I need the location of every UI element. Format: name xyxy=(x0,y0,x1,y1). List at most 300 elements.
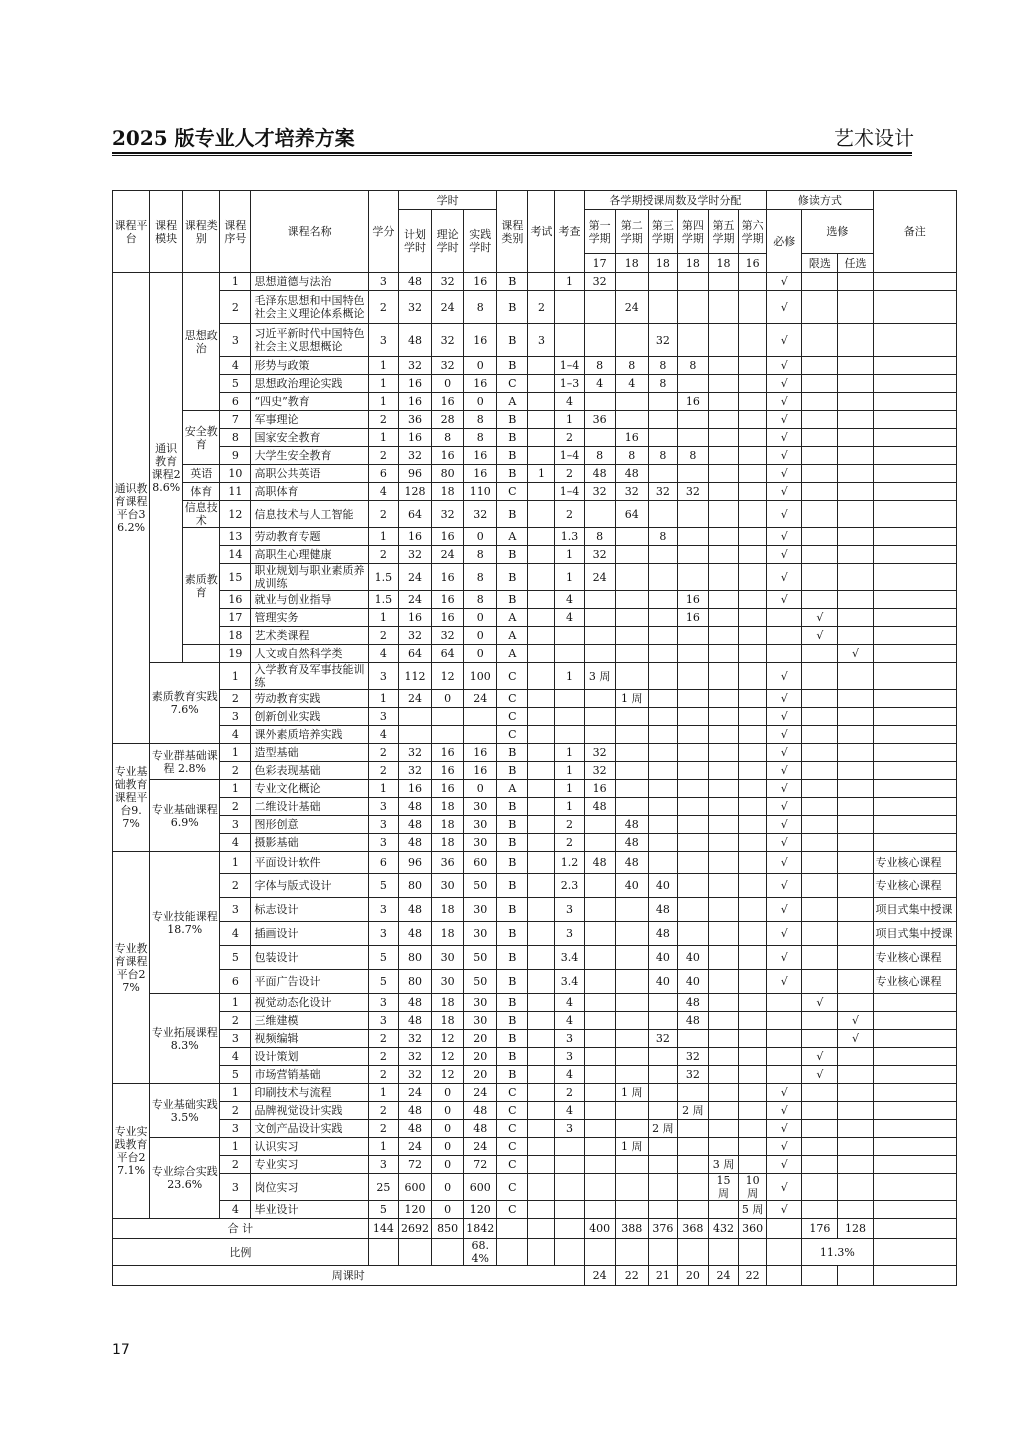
cell-lim xyxy=(802,798,838,816)
cell-theory: 18 xyxy=(432,483,464,501)
weekly-s6: 22 xyxy=(739,1266,767,1286)
cell-theory: 12 xyxy=(432,663,464,690)
cell-credit: 1 xyxy=(368,375,398,393)
cell-exam xyxy=(528,922,555,946)
cell-s6 xyxy=(739,922,767,946)
cell-s4: 8 xyxy=(677,447,708,465)
cell-req: √ xyxy=(767,546,802,564)
table-row xyxy=(113,762,957,780)
cell-type: B xyxy=(497,922,528,946)
cell-opt xyxy=(838,708,873,726)
cell-seq: 6 xyxy=(220,393,251,411)
cell-s5 xyxy=(708,834,738,852)
cell-s5 xyxy=(708,411,738,429)
cell-s3 xyxy=(648,1156,677,1174)
cell-s6 xyxy=(739,874,767,898)
cell-type: C xyxy=(497,1156,528,1174)
cell-exam xyxy=(528,546,555,564)
cell-check xyxy=(555,1174,584,1201)
ratio-practice: 68.4% xyxy=(464,1239,497,1266)
cell-req: √ xyxy=(767,291,802,324)
cell-planned: 32 xyxy=(398,357,431,375)
cell-lim xyxy=(802,922,838,946)
cell-s2: 8 xyxy=(615,357,648,375)
cell-seq: 19 xyxy=(220,645,251,663)
cell-planned: 16 xyxy=(398,375,431,393)
cell-planned: 32 xyxy=(398,1048,431,1066)
cell-s6 xyxy=(739,994,767,1012)
table-row xyxy=(113,501,957,528)
cell-s3: 8 xyxy=(648,357,677,375)
cell-opt xyxy=(838,1201,873,1219)
group-module-major-base: 专业基础课程 6.9% xyxy=(150,780,220,852)
weekly-s2: 22 xyxy=(615,1266,648,1286)
cell-note xyxy=(873,994,956,1012)
cell-s5 xyxy=(708,393,738,411)
cell-exam xyxy=(528,609,555,627)
cell-s2 xyxy=(615,1120,648,1138)
cell-type: B xyxy=(497,411,528,429)
cell-s4 xyxy=(677,852,708,874)
cell-exam xyxy=(528,501,555,528)
header-semester-3: 第三学期 xyxy=(648,210,677,254)
cell-s6 xyxy=(739,816,767,834)
cell-s3 xyxy=(648,1201,677,1219)
cell-name: 专业文化概论 xyxy=(251,780,368,798)
cell-planned: 48 xyxy=(398,816,431,834)
cell-lim xyxy=(802,1120,838,1138)
cell-practice: 30 xyxy=(464,798,497,816)
cell-credit: 2 xyxy=(368,1102,398,1120)
cell-note xyxy=(873,834,956,852)
total-s3: 376 xyxy=(648,1219,677,1239)
cell-opt xyxy=(838,946,873,970)
cell-s5 xyxy=(708,1030,738,1048)
cell-practice: 110 xyxy=(464,483,497,501)
cell-s6 xyxy=(739,762,767,780)
cell-seq: 3 xyxy=(220,1120,251,1138)
table-row xyxy=(113,273,957,291)
cell-exam xyxy=(528,1066,555,1084)
cell-theory: 18 xyxy=(432,898,464,922)
cell-s2 xyxy=(615,393,648,411)
table-row xyxy=(113,852,957,874)
cell-s1 xyxy=(584,393,615,411)
cell-exam xyxy=(528,1030,555,1048)
cell-type: B xyxy=(497,465,528,483)
cell-opt xyxy=(838,970,873,994)
table-row xyxy=(113,708,957,726)
header-seq: 课程序号 xyxy=(220,191,251,273)
cell-s2: 64 xyxy=(615,501,648,528)
cell-seq: 2 xyxy=(220,1156,251,1174)
cell-lim xyxy=(802,970,838,994)
cell-credit: 25 xyxy=(368,1174,398,1201)
header-exam: 考试 xyxy=(528,191,555,273)
cell-opt xyxy=(838,1138,873,1156)
cell-s2 xyxy=(615,1048,648,1066)
table-row xyxy=(113,375,957,393)
cell-s5 xyxy=(708,994,738,1012)
cell-s4 xyxy=(677,465,708,483)
cell-req: √ xyxy=(767,1201,802,1219)
cell-exam xyxy=(528,663,555,690)
cell-name: 就业与创业指导 xyxy=(251,591,368,609)
cell-s2 xyxy=(615,1201,648,1219)
cell-exam: 2 xyxy=(528,291,555,324)
cell-practice: 24 xyxy=(464,1138,497,1156)
cell-lim xyxy=(802,708,838,726)
cell-check xyxy=(555,690,584,708)
cell-req: √ xyxy=(767,393,802,411)
cell-type: A xyxy=(497,609,528,627)
table-row xyxy=(113,465,957,483)
document-header-title: 2025 版专业人才培养方案 xyxy=(112,126,355,150)
cell-s2 xyxy=(615,663,648,690)
cell-seq: 1 xyxy=(220,994,251,1012)
cell-practice: 0 xyxy=(464,780,497,798)
cell-s6 xyxy=(739,780,767,798)
ratio-label: 比例 xyxy=(113,1239,369,1266)
cell-credit: 1 xyxy=(368,528,398,546)
cell-planned: 24 xyxy=(398,591,431,609)
cell-type: A xyxy=(497,780,528,798)
cell-lim xyxy=(802,690,838,708)
cell-check: 1–4 xyxy=(555,357,584,375)
cell-type: B xyxy=(497,744,528,762)
cell-s4 xyxy=(677,501,708,528)
header-semester-4: 第四学期 xyxy=(677,210,708,254)
cell-lim xyxy=(802,447,838,465)
cell-name: 市场营销基础 xyxy=(251,1066,368,1084)
cell-note xyxy=(873,1030,956,1048)
cell-practice: 16 xyxy=(464,744,497,762)
cell-s2: 32 xyxy=(615,483,648,501)
cell-planned: 80 xyxy=(398,970,431,994)
cell-check: 3.4 xyxy=(555,970,584,994)
cell-theory: 0 xyxy=(432,1174,464,1201)
cell-note xyxy=(873,501,956,528)
cell-note xyxy=(873,375,956,393)
cell-s2 xyxy=(615,609,648,627)
header-category: 课程类别 xyxy=(183,191,220,273)
cell-name: 高职生心理健康 xyxy=(251,546,368,564)
group-module-expand: 专业拓展课程 8.3% xyxy=(150,994,220,1084)
cell-practice: 0 xyxy=(464,609,497,627)
cell-check xyxy=(555,627,584,645)
total-credit: 144 xyxy=(368,1219,398,1239)
cell-practice: 20 xyxy=(464,1066,497,1084)
cell-s5 xyxy=(708,591,738,609)
cell-note: 专业核心课程 xyxy=(873,874,956,898)
header-semester-5: 第五学期 xyxy=(708,210,738,254)
cell-name: “四史”教育 xyxy=(251,393,368,411)
cell-s1 xyxy=(584,946,615,970)
group-cat-quality: 素质教育 xyxy=(183,528,220,645)
cell-opt xyxy=(838,447,873,465)
cell-s5 xyxy=(708,375,738,393)
cell-lim xyxy=(802,816,838,834)
cell-planned: 16 xyxy=(398,609,431,627)
table-row xyxy=(113,291,957,324)
cell-s4 xyxy=(677,564,708,591)
cell-s3 xyxy=(648,1174,677,1201)
cell-req: √ xyxy=(767,564,802,591)
cell-s5 xyxy=(708,1138,738,1156)
cell-s1 xyxy=(584,645,615,663)
cell-lim xyxy=(802,946,838,970)
cell-s2: 48 xyxy=(615,834,648,852)
cell-check: 2 xyxy=(555,816,584,834)
cell-s3 xyxy=(648,816,677,834)
cell-planned: 128 xyxy=(398,483,431,501)
cell-opt xyxy=(838,528,873,546)
cell-s3 xyxy=(648,1048,677,1066)
cell-s1 xyxy=(584,922,615,946)
cell-planned: 72 xyxy=(398,1156,431,1174)
cell-opt xyxy=(838,726,873,744)
cell-s2 xyxy=(615,898,648,922)
cell-name: 军事理论 xyxy=(251,411,368,429)
cell-check: 1 xyxy=(555,546,584,564)
header-weeks-1: 17 xyxy=(584,254,615,273)
cell-s3 xyxy=(648,1138,677,1156)
cell-s4 xyxy=(677,1174,708,1201)
group-cat-it: 信息技术 xyxy=(183,501,220,528)
cell-s1 xyxy=(584,1156,615,1174)
cell-exam xyxy=(528,780,555,798)
table-row xyxy=(113,922,957,946)
cell-note xyxy=(873,465,956,483)
cell-s6 xyxy=(739,273,767,291)
cell-theory: 0 xyxy=(432,1120,464,1138)
cell-exam xyxy=(528,708,555,726)
cell-lim: √ xyxy=(802,609,838,627)
cell-type: C xyxy=(497,1201,528,1219)
cell-opt xyxy=(838,690,873,708)
cell-planned: 24 xyxy=(398,690,431,708)
cell-s3 xyxy=(648,627,677,645)
cell-lim xyxy=(802,1030,838,1048)
cell-note xyxy=(873,546,956,564)
table-row xyxy=(113,1084,957,1102)
cell-exam xyxy=(528,273,555,291)
cell-credit: 1 xyxy=(368,393,398,411)
table-row xyxy=(113,1138,957,1156)
cell-check: 4 xyxy=(555,609,584,627)
cell-s1 xyxy=(584,726,615,744)
cell-req: √ xyxy=(767,483,802,501)
cell-type: A xyxy=(497,528,528,546)
cell-s6 xyxy=(739,1030,767,1048)
cell-note xyxy=(873,780,956,798)
header-semester-6: 第六学期 xyxy=(739,210,767,254)
cell-check: 1 xyxy=(555,780,584,798)
cell-lim xyxy=(802,1156,838,1174)
cell-note xyxy=(873,1066,956,1084)
cell-credit: 3 xyxy=(368,898,398,922)
cell-exam xyxy=(528,429,555,447)
cell-exam xyxy=(528,834,555,852)
cell-s4 xyxy=(677,546,708,564)
cell-credit: 5 xyxy=(368,1201,398,1219)
cell-req xyxy=(767,1066,802,1084)
cell-opt: √ xyxy=(838,645,873,663)
cell-s1: 32 xyxy=(584,762,615,780)
cell-s3: 40 xyxy=(648,874,677,898)
cell-theory: 32 xyxy=(432,357,464,375)
cell-s3 xyxy=(648,726,677,744)
cell-planned: 48 xyxy=(398,922,431,946)
cell-req xyxy=(767,609,802,627)
cell-name: 印刷技术与流程 xyxy=(251,1084,368,1102)
cell-opt xyxy=(838,411,873,429)
table-row xyxy=(113,663,957,690)
cell-lim xyxy=(802,273,838,291)
cell-type: C xyxy=(497,1174,528,1201)
cell-s5 xyxy=(708,852,738,874)
cell-s4 xyxy=(677,324,708,357)
cell-credit: 2 xyxy=(368,447,398,465)
table-row xyxy=(113,970,957,994)
cell-exam xyxy=(528,375,555,393)
cell-opt xyxy=(838,465,873,483)
cell-note xyxy=(873,324,956,357)
cell-type: B xyxy=(497,874,528,898)
cell-planned: 32 xyxy=(398,291,431,324)
cell-opt xyxy=(838,816,873,834)
cell-s4 xyxy=(677,874,708,898)
cell-s1 xyxy=(584,324,615,357)
cell-s5 xyxy=(708,528,738,546)
cell-req: √ xyxy=(767,375,802,393)
cell-credit: 2 xyxy=(368,411,398,429)
cell-credit: 2 xyxy=(368,546,398,564)
cell-exam xyxy=(528,357,555,375)
cell-check: 2 xyxy=(555,501,584,528)
header-module: 课程模块 xyxy=(150,191,183,273)
header-semester-1: 第一学期 xyxy=(584,210,615,254)
cell-s3 xyxy=(648,994,677,1012)
cell-exam xyxy=(528,874,555,898)
cell-exam xyxy=(528,762,555,780)
table-row xyxy=(113,834,957,852)
cell-planned: 32 xyxy=(398,447,431,465)
table-row xyxy=(113,898,957,922)
cell-s2: 1 周 xyxy=(615,1084,648,1102)
cell-s5: 15 周 xyxy=(708,1174,738,1201)
cell-check xyxy=(555,324,584,357)
cell-s4 xyxy=(677,762,708,780)
cell-check: 1.3 xyxy=(555,528,584,546)
cell-exam xyxy=(528,1120,555,1138)
cell-s3 xyxy=(648,1102,677,1120)
cell-s5 xyxy=(708,609,738,627)
cell-type: B xyxy=(497,291,528,324)
cell-lim xyxy=(802,591,838,609)
cell-req xyxy=(767,627,802,645)
cell-theory: 18 xyxy=(432,922,464,946)
cell-s5 xyxy=(708,816,738,834)
cell-credit: 2 xyxy=(368,501,398,528)
cell-credit: 1 xyxy=(368,357,398,375)
weekly-s3: 21 xyxy=(648,1266,677,1286)
cell-s3 xyxy=(648,798,677,816)
cell-name: 思想道德与法治 xyxy=(251,273,368,291)
cell-credit: 3 xyxy=(368,798,398,816)
cell-opt xyxy=(838,501,873,528)
cell-s6 xyxy=(739,708,767,726)
cell-planned: 120 xyxy=(398,1201,431,1219)
cell-exam: 1 xyxy=(528,465,555,483)
cell-s4 xyxy=(677,1030,708,1048)
cell-note xyxy=(873,726,956,744)
cell-opt xyxy=(838,393,873,411)
cell-name: 包装设计 xyxy=(251,946,368,970)
group-module-comp-practice: 专业综合实践 23.6% xyxy=(150,1138,220,1219)
cell-s3 xyxy=(648,852,677,874)
cell-credit: 3 xyxy=(368,834,398,852)
table-row xyxy=(113,528,957,546)
cell-s2 xyxy=(615,708,648,726)
cell-seq: 6 xyxy=(220,970,251,994)
cell-seq: 1 xyxy=(220,663,251,690)
cell-s2 xyxy=(615,798,648,816)
table-row xyxy=(113,1102,957,1120)
cell-practice: 30 xyxy=(464,834,497,852)
header-remark: 备注 xyxy=(873,191,956,273)
cell-note xyxy=(873,690,956,708)
group-platform-major: 专业教育课程平台27% xyxy=(113,852,150,1084)
cell-seq: 1 xyxy=(220,273,251,291)
cell-name: 艺术类课程 xyxy=(251,627,368,645)
cell-seq: 13 xyxy=(220,528,251,546)
cell-opt xyxy=(838,357,873,375)
cell-practice: 0 xyxy=(464,645,497,663)
cell-s4 xyxy=(677,690,708,708)
cell-req: √ xyxy=(767,744,802,762)
cell-lim xyxy=(802,483,838,501)
cell-s1: 32 xyxy=(584,546,615,564)
cell-credit: 1 xyxy=(368,429,398,447)
group-module-skill: 专业技能课程 18.7% xyxy=(150,852,220,994)
cell-seq: 1 xyxy=(220,852,251,874)
cell-note xyxy=(873,1048,956,1066)
cell-s1 xyxy=(584,898,615,922)
cell-lim xyxy=(802,324,838,357)
cell-type: C xyxy=(497,1120,528,1138)
cell-s2: 1 周 xyxy=(615,1138,648,1156)
cell-seq: 17 xyxy=(220,609,251,627)
cell-check: 1–4 xyxy=(555,483,584,501)
cell-s5 xyxy=(708,291,738,324)
cell-type: B xyxy=(497,429,528,447)
table-row xyxy=(113,645,957,663)
total-s1: 400 xyxy=(584,1219,615,1239)
cell-s1 xyxy=(584,429,615,447)
cell-practice: 120 xyxy=(464,1201,497,1219)
cell-theory: 32 xyxy=(432,627,464,645)
cell-s1: 36 xyxy=(584,411,615,429)
cell-s6 xyxy=(739,1102,767,1120)
header-check: 考查 xyxy=(555,191,584,273)
cell-exam: 3 xyxy=(528,324,555,357)
cell-practice: 0 xyxy=(464,393,497,411)
cell-s6 xyxy=(739,324,767,357)
cell-planned: 48 xyxy=(398,1102,431,1120)
cell-exam xyxy=(528,994,555,1012)
cell-s5 xyxy=(708,663,738,690)
